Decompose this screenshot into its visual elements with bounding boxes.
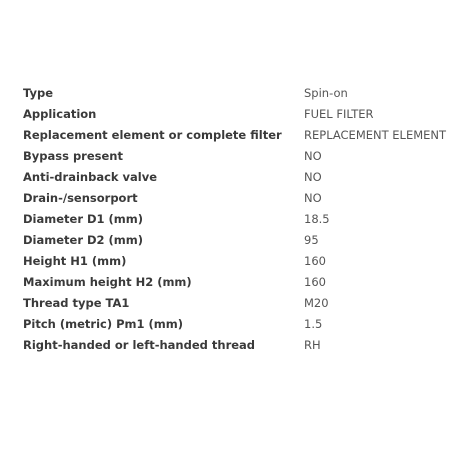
spec-value: REPLACEMENT ELEMENT xyxy=(304,127,447,142)
spec-label: Replacement element or complete filter xyxy=(23,127,282,142)
spec-row-thread-handedness xyxy=(23,334,463,355)
spec-label: Right-handed or left-handed thread xyxy=(23,337,256,352)
spec-value: Spin-on xyxy=(304,85,348,100)
spec-row-type xyxy=(23,82,463,103)
spec-row-thread-type xyxy=(23,292,463,313)
spec-value: NO xyxy=(304,148,322,163)
spec-row-application xyxy=(23,103,463,124)
spec-value: 160 xyxy=(304,253,326,268)
spec-label: Height H1 (mm) xyxy=(23,253,127,268)
spec-row-bypass xyxy=(23,145,463,166)
spec-row-max-height-h2 xyxy=(23,271,463,292)
spec-label: Diameter D1 (mm) xyxy=(23,211,144,226)
spec-value: NO xyxy=(304,169,322,184)
spec-row-replacement xyxy=(23,124,463,145)
spec-row-diameter-d1 xyxy=(23,208,463,229)
spec-row-diameter-d2 xyxy=(23,229,463,250)
spec-value: 18.5 xyxy=(304,211,330,226)
spec-label: Bypass present xyxy=(23,148,123,163)
spec-label: Drain-/sensorport xyxy=(23,190,138,205)
spec-label: Maximum height H2 (mm) xyxy=(23,274,192,289)
spec-value: RH xyxy=(304,337,321,352)
spec-value: 1.5 xyxy=(304,316,323,331)
spec-label: Thread type TA1 xyxy=(23,295,130,310)
spec-value: 95 xyxy=(304,232,319,247)
spec-value: 160 xyxy=(304,274,326,289)
spec-label: Diameter D2 (mm) xyxy=(23,232,144,247)
spec-table xyxy=(23,82,463,355)
spec-value: NO xyxy=(304,190,322,205)
spec-label: Pitch (metric) Pm1 (mm) xyxy=(23,316,183,331)
spec-row-anti-drainback xyxy=(23,166,463,187)
spec-row-height-h1 xyxy=(23,250,463,271)
spec-label: Anti-drainback valve xyxy=(23,169,158,184)
spec-row-pitch xyxy=(23,313,463,334)
spec-value: M20 xyxy=(304,295,329,310)
spec-label: Type xyxy=(23,85,54,100)
spec-value: FUEL FILTER xyxy=(304,106,374,121)
spec-row-drain-sensorport xyxy=(23,187,463,208)
spec-label: Application xyxy=(23,106,97,121)
